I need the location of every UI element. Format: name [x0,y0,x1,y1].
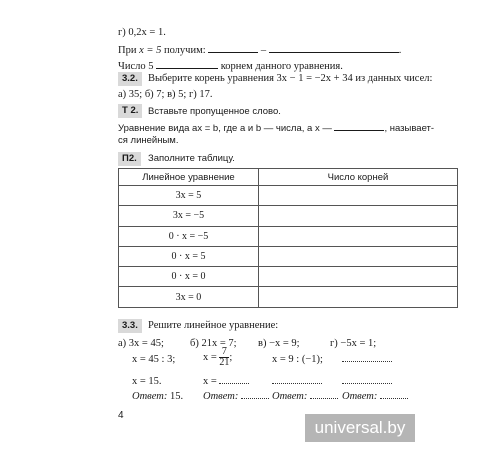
equation-cell: 3x = 5 [119,186,259,206]
answer-blank-dotted[interactable] [342,354,392,362]
fraction-denominator: 21 [219,357,230,368]
answer-blank-dotted[interactable] [219,376,249,384]
eq-b-result [203,376,249,387]
eq-a-answer [132,391,183,402]
answer-blank-right[interactable] [269,44,399,53]
t2-line1-start: Уравнение вида ax = b, где a и b — числа, а x — [118,123,332,134]
answer-label: Ответ: [203,391,239,402]
roots-input-cell[interactable] [259,186,458,206]
page-number: 4 [118,410,124,421]
col-header-roots: Число корней [259,169,458,186]
task-t2-tag: Т 2. [118,104,142,118]
eq-c-answer [272,391,338,402]
equation-cell: 0 · x = 5 [119,246,259,266]
t2-line1-end: , называет- [384,123,435,134]
eq-b-prefix: x = [203,351,217,363]
when-variable: x = 5 [139,45,162,56]
answer-blank-left[interactable] [208,44,258,53]
equation-cell: 0 · x = −5 [119,226,259,246]
eq-c-step: x = 9 : (−1); [272,354,323,365]
task-3-3-tag: 3.3. [118,319,142,333]
table-row [119,226,458,246]
answer-blank-dotted[interactable] [380,391,408,399]
brand-watermark: universal.by [305,414,415,442]
eq-a-result: x = 15. [132,376,162,387]
task-p2-text: Заполните таблицу. [148,153,235,164]
roots-input-cell[interactable] [259,287,458,307]
eq-b-result-prefix: x = [203,376,217,387]
roots-table [118,168,458,308]
col-header-equation: Линейное уравнение [119,169,259,186]
roots-input-cell[interactable] [259,226,458,246]
table-row [119,206,458,226]
semicolon: ; [229,351,233,363]
eq-a-head: а) 3x = 45; [118,338,164,349]
answer-blank-dotted[interactable] [342,376,392,384]
answer-blank-dotted[interactable] [310,391,338,399]
equation-cell: 3x = 0 [119,287,259,307]
task-3-2-tag: 3.2. [118,72,142,86]
minus-sign: – [260,45,267,56]
answer-blank-word[interactable] [334,122,384,131]
answer-blank-dotted[interactable] [272,376,322,384]
number-prefix: Число 5 [118,61,154,72]
period: . [398,45,402,56]
task-3-3-text: Решите линейное уравнение: [148,320,279,331]
task-t2-text: Вставьте пропущенное слово. [148,106,281,117]
when-suffix: получим: [163,45,206,56]
answer-label: Ответ: [342,391,378,402]
eq-c-head: в) −x = 9; [258,338,300,349]
number-suffix: корнем данного уравнения. [220,61,343,72]
roots-input-cell[interactable] [259,267,458,287]
table-row [119,287,458,307]
eq-c-line3 [272,376,322,387]
answer-label: Ответ: [132,391,168,402]
equation-g-line: г) 0,2x = 1. [118,27,166,38]
eq-d-line3 [342,376,392,387]
answer-value: 15. [169,391,184,402]
fraction [219,347,229,368]
answer-blank-dotted[interactable] [241,391,269,399]
eq-d-head: г) −5x = 1; [330,338,377,349]
eq-b-head: б) 21x = 7; [190,338,237,349]
answer-blank-root[interactable] [156,60,218,69]
root-statement-line [118,60,343,72]
table-row [119,246,458,266]
task-p2-tag: П2. [118,152,141,166]
roots-input-cell[interactable] [259,206,458,226]
eq-d-answer [342,391,408,402]
task-t2-line2: ся линейным. [118,135,179,146]
table-row [119,267,458,287]
equation-cell: 3x = −5 [119,206,259,226]
task-3-2-text: Выберите корень уравнения 3x − 1 = −2x + 34 из данных чисел: [148,73,433,84]
task-3-2-options: а) 35; б) 7; в) 5; г) 17. [118,89,213,100]
table-header-row [119,169,458,186]
table-row [119,186,458,206]
roots-input-cell[interactable] [259,246,458,266]
equation-cell: 0 · x = 0 [119,267,259,287]
eq-d-line2 [342,354,392,365]
task-t2-line1 [118,122,434,134]
eq-b-step [203,347,232,368]
eq-a-step: x = 45 : 3; [132,354,176,365]
answer-label: Ответ: [272,391,308,402]
eq-b-answer [203,391,269,402]
when-prefix: При [118,45,137,56]
substitution-line [118,44,401,56]
fraction-numerator: 7 [219,347,229,358]
